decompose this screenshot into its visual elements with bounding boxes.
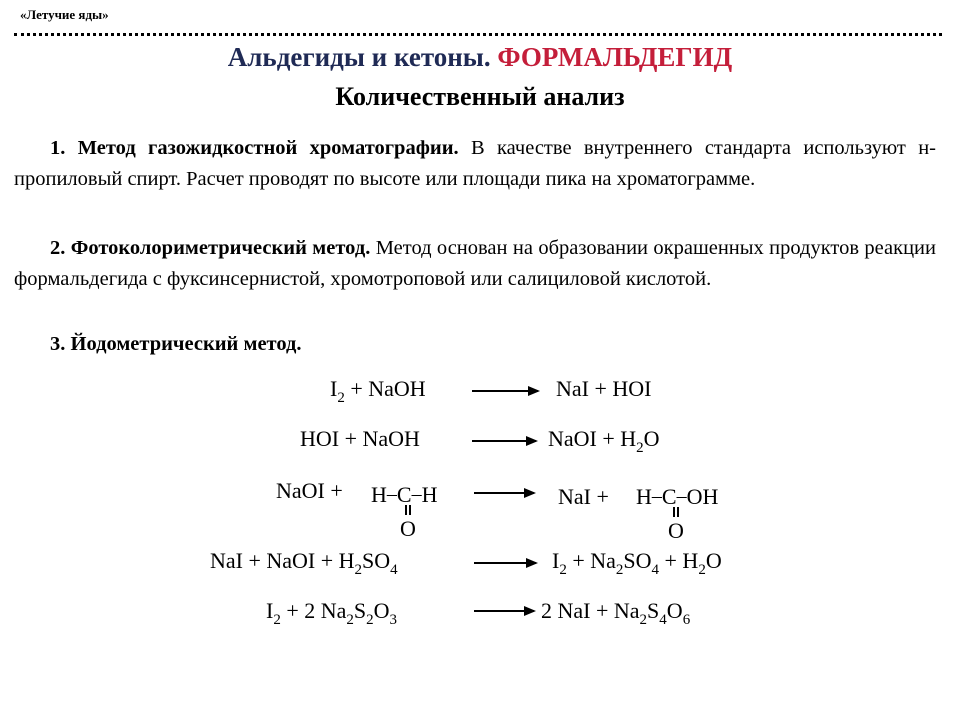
reaction-4-arrow <box>474 562 536 564</box>
reaction-2-arrow <box>472 440 536 442</box>
formic-acid-double-bond <box>673 507 679 517</box>
reaction-1-right: NaI + HOI <box>556 376 652 401</box>
title-main: Альдегиды и кетоны. <box>227 42 491 72</box>
page-title <box>0 42 960 73</box>
method-2-heading: 2. Фотоколориметрический метод. <box>50 237 371 259</box>
formic-acid-formula: H–C–OH <box>636 484 719 509</box>
reaction-3-right: NaI + <box>558 484 609 509</box>
reaction-2-right: NaOI + $H_2O$ <box>548 426 660 456</box>
reaction-3-arrow <box>474 492 534 494</box>
reaction-3-left: NaOI + <box>276 478 343 503</box>
header-tag: «Летучие яды» <box>20 7 109 22</box>
reaction-5-left: $I_2 + 2$ $Na_2S_2O_3$ <box>266 598 398 628</box>
method-1-text: В качестве внутреннего стандарта используют н-пропиловый спирт. Расчет проводят по высоте или площади пика на хроматограмме. <box>14 137 936 190</box>
method-3-heading: 3. Йодометрический метод. <box>50 333 302 355</box>
method-2-text: Метод основан на образовании окрашенных продуктов реакции формальдегида с фуксинсернистой, хромотроповой или салициловой кислотой. <box>14 237 936 290</box>
reaction-4-right: $I_2 + Na_2SO_4 + H_2O$ <box>552 548 722 578</box>
method-1 <box>14 133 936 194</box>
method-3 <box>14 329 936 360</box>
title-accent: ФОРМАЛЬДЕГИД <box>497 42 733 72</box>
reaction-1-left: $I_2$ + NaOH <box>330 376 426 406</box>
reaction-4-left: NaI + NaOI + $H_2SO_4$ <box>210 548 398 578</box>
formaldehyde-oxygen: O <box>400 516 416 541</box>
formic-acid-oxygen: O <box>668 518 684 543</box>
method-1-heading: 1. Метод газожидкостной хроматографии. <box>50 137 459 159</box>
dotted-divider <box>14 33 942 36</box>
reaction-5-arrow <box>474 610 534 612</box>
page-subtitle: Количественный анализ <box>335 82 625 111</box>
formaldehyde-formula: H–C–H <box>371 482 438 507</box>
reaction-5-right: 2 NaI + $Na_2S_4O_6$ <box>541 598 691 628</box>
formaldehyde-double-bond <box>405 505 411 515</box>
reaction-2-left: HOI + NaOH <box>300 426 420 451</box>
method-2 <box>14 233 936 294</box>
reaction-1-arrow <box>472 390 538 392</box>
